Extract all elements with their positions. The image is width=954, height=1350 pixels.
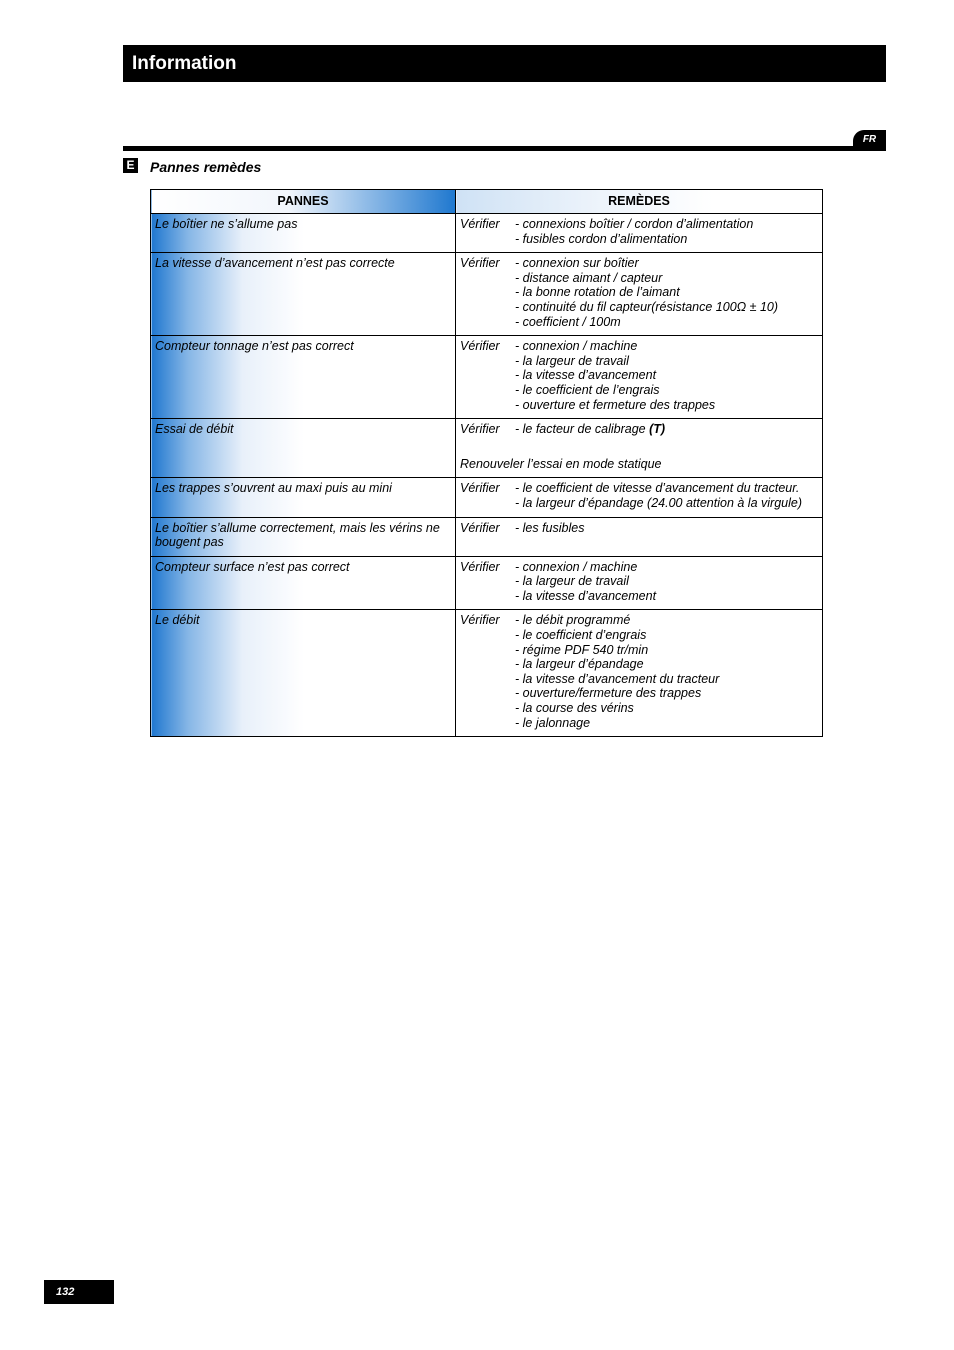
column-header-pannes: PANNES [151,190,456,214]
table-row [151,336,823,419]
remedy-item: - ouverture et fermeture des trappes [515,397,716,412]
remedy-item: - ouverture/fermeture des trappes [515,686,702,701]
remedy-item: - coefficient / 100m [515,314,621,329]
table-row [151,610,823,737]
table-row [151,253,823,336]
troubleshooting-table [150,189,823,737]
remedy-item: - connexion sur boîtier [515,256,639,271]
remedy-item: - le débit programmé [515,613,631,628]
remedy-item [515,422,818,437]
remedy-item: - fusibles cordon d’alimentation [515,231,688,246]
remedy-item: - distance aimant / capteur [515,270,663,285]
remedy-item: - la largeur de travail [515,574,629,589]
remedy-item: - connexion / machine [515,559,638,574]
remedy-cell [456,336,823,419]
remedy-note: Renouveler l’essai en mode statique [460,456,662,471]
remedy-cell [456,478,823,517]
fault-cell: Essai de débit [151,419,456,478]
remedy-verb: Vérifier [460,339,500,354]
remedy-item: - connexion / machine [515,339,638,354]
remedy-item: - la largeur d’épandage (24.00 attention à la virgule) [515,495,802,510]
remedy-cell [456,419,823,478]
remedy-item: - continuité du fil capteur(résistance 100Ω ± 10) [515,299,779,314]
remedy-item: - la vitesse d’avancement du tracteur [515,671,720,686]
language-tab: FR [853,130,886,151]
remedy-item: - connexions boîtier / cordon d’alimentation [515,217,754,231]
remedy-item: - la vitesse d’avancement [515,368,657,383]
remedy-item: - le coefficient de l’engrais [515,382,660,397]
remedy-verb: Vérifier [460,559,500,574]
page-title: Information [132,53,237,74]
remedy-item-emphasis: (T) [649,422,666,437]
header-bar [123,45,886,82]
table-row [151,517,823,556]
remedy-item: - la bonne rotation de l’aimant [515,285,680,300]
page-number: 132 [44,1280,114,1304]
remedy-cell [456,610,823,737]
remedy-item: - régime PDF 540 tr/min [515,642,649,657]
fault-cell: Le boîtier ne s’allume pas [151,214,456,253]
remedy-cell [456,214,823,253]
table-row [151,478,823,517]
remedy-item-text: - le facteur de calibrage [515,422,650,437]
remedy-cell [456,253,823,336]
section-divider [123,146,886,151]
remedy-item: - la largeur d’épandage [515,657,644,672]
remedy-verb: Vérifier [460,613,500,628]
section-letter-badge: E [123,158,138,173]
remedy-item: - le coefficient de vitesse d’avancement du tracteur. [515,481,800,496]
remedy-item: - le jalonnage [515,715,591,730]
fault-cell: Le boîtier s’allume correctement, mais les vérins ne bougent pas [151,517,456,556]
remedy-cell [456,517,823,556]
remedy-verb: Vérifier [460,520,500,535]
table-header-row [151,190,823,214]
column-header-remedes: REMÈDES [456,190,823,214]
fault-cell: Le débit [151,610,456,737]
remedy-item: - la largeur de travail [515,353,629,368]
remedy-verb: Vérifier [460,481,500,496]
remedy-verb: Vérifier [460,256,500,271]
table-row [151,556,823,610]
remedy-cell [456,556,823,610]
table-row [151,214,823,253]
remedy-item: - les fusibles [515,520,585,535]
remedy-verb: Vérifier [460,217,500,231]
section-title: Pannes remèdes [150,159,262,175]
remedy-item: - la vitesse d’avancement [515,588,657,603]
remedy-item: - la course des vérins [515,701,634,716]
fault-cell: Les trappes s’ouvrent au maxi puis au mini [151,478,456,517]
table-row [151,419,823,478]
fault-cell: Compteur tonnage n’est pas correct [151,336,456,419]
fault-cell: La vitesse d’avancement n’est pas correcte [151,253,456,336]
remedy-item: - le coefficient d’engrais [515,628,647,643]
fault-cell: Compteur surface n’est pas correct [151,556,456,610]
remedy-verb: Vérifier [460,422,500,437]
